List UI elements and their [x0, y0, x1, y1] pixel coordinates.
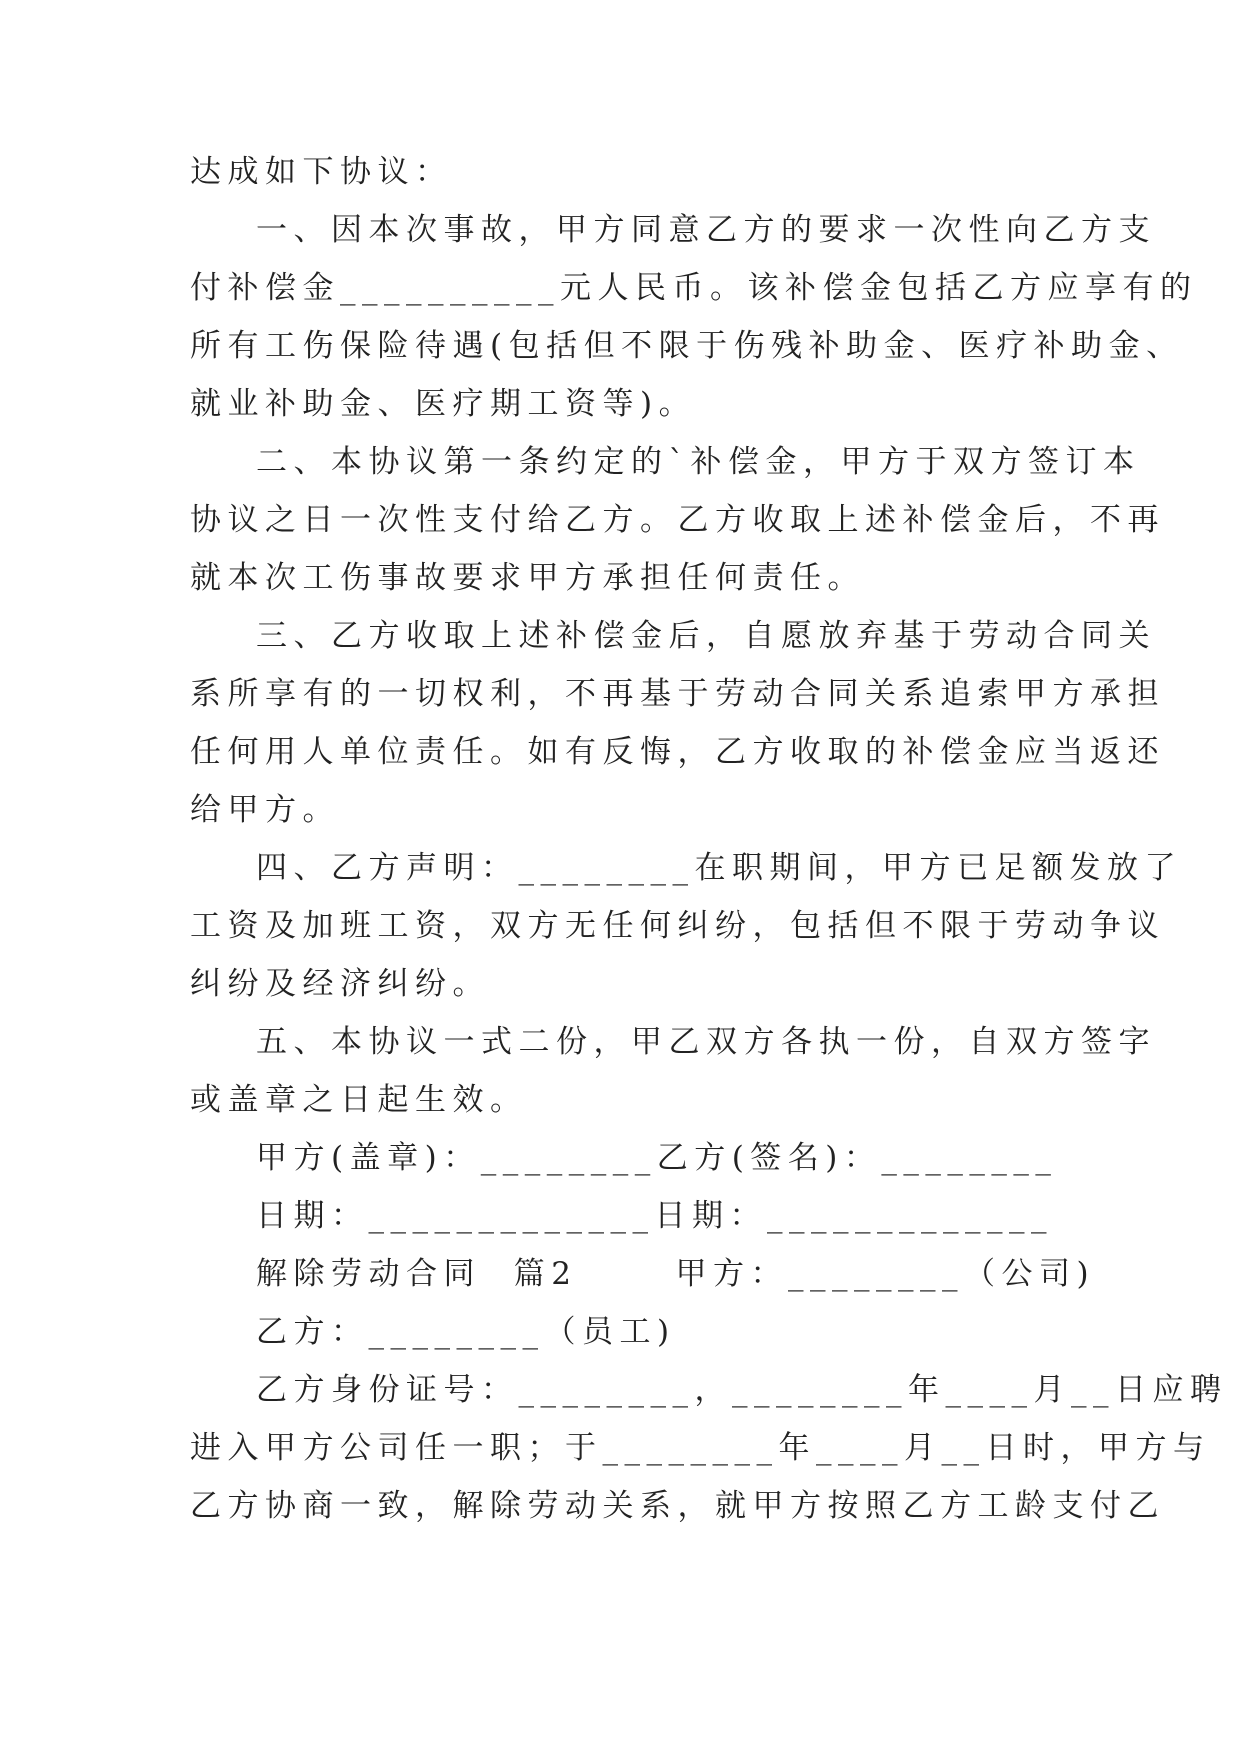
- text-line: 乙方身份证号：________，________年____月__日应聘: [256, 1372, 1228, 1408]
- text-line: 乙方：________（员工): [256, 1314, 676, 1350]
- text-line: 进入甲方公司任一职；于________年____月__日时，甲方与: [190, 1430, 1211, 1466]
- signature-line: 甲方(盖章)：________乙方(签名)：________: [256, 1140, 1058, 1176]
- text-line: 四、乙方声明：________在职期间，甲方已足额发放了: [256, 850, 1182, 886]
- text-line: 二、本协议第一条约定的`补偿金，甲方于双方签订本: [256, 444, 1141, 480]
- text-line: 就业补助金、医疗期工资等)。: [190, 386, 697, 422]
- text-line: 乙方协商一致，解除劳动关系，就甲方按照乙方工龄支付乙: [190, 1488, 1165, 1524]
- text-line: 或盖章之日起生效。: [190, 1082, 528, 1118]
- text-line: 协议之日一次性支付给乙方。乙方收取上述补偿金后，不再: [190, 502, 1165, 538]
- text-line: 给甲方。: [190, 792, 340, 828]
- text-line: 付补偿金__________元人民币。该补偿金包括乙方应享有的: [190, 270, 1198, 306]
- text-line: 三、乙方收取上述补偿金后，自愿放弃基于劳动合同关: [256, 618, 1156, 654]
- text-line: 一、因本次事故，甲方同意乙方的要求一次性向乙方支: [256, 212, 1156, 248]
- text-line: 就本次工伤事故要求甲方承担任何责任。: [190, 560, 865, 596]
- section-heading: 解除劳动合同 篇2 甲方：________（公司): [256, 1256, 1096, 1292]
- text-line: 达成如下协议：: [190, 154, 453, 190]
- text-line: 任何用人单位责任。如有反悔，乙方收取的补偿金应当返还: [190, 734, 1165, 770]
- date-line: 日期：_____________日期：_____________: [256, 1198, 1053, 1234]
- text-line: 工资及加班工资，双方无任何纠纷，包括但不限于劳动争议: [190, 908, 1165, 944]
- text-line: 五、本协议一式二份，甲乙双方各执一份，自双方签字: [256, 1024, 1156, 1060]
- text-line: 所有工伤保险待遇(包括但不限于伤残补助金、医疗补助金、: [190, 328, 1184, 364]
- text-line: 纠纷及经济纠纷。: [190, 966, 490, 1002]
- text-line: 系所享有的一切权利，不再基于劳动合同关系追索甲方承担: [190, 676, 1165, 712]
